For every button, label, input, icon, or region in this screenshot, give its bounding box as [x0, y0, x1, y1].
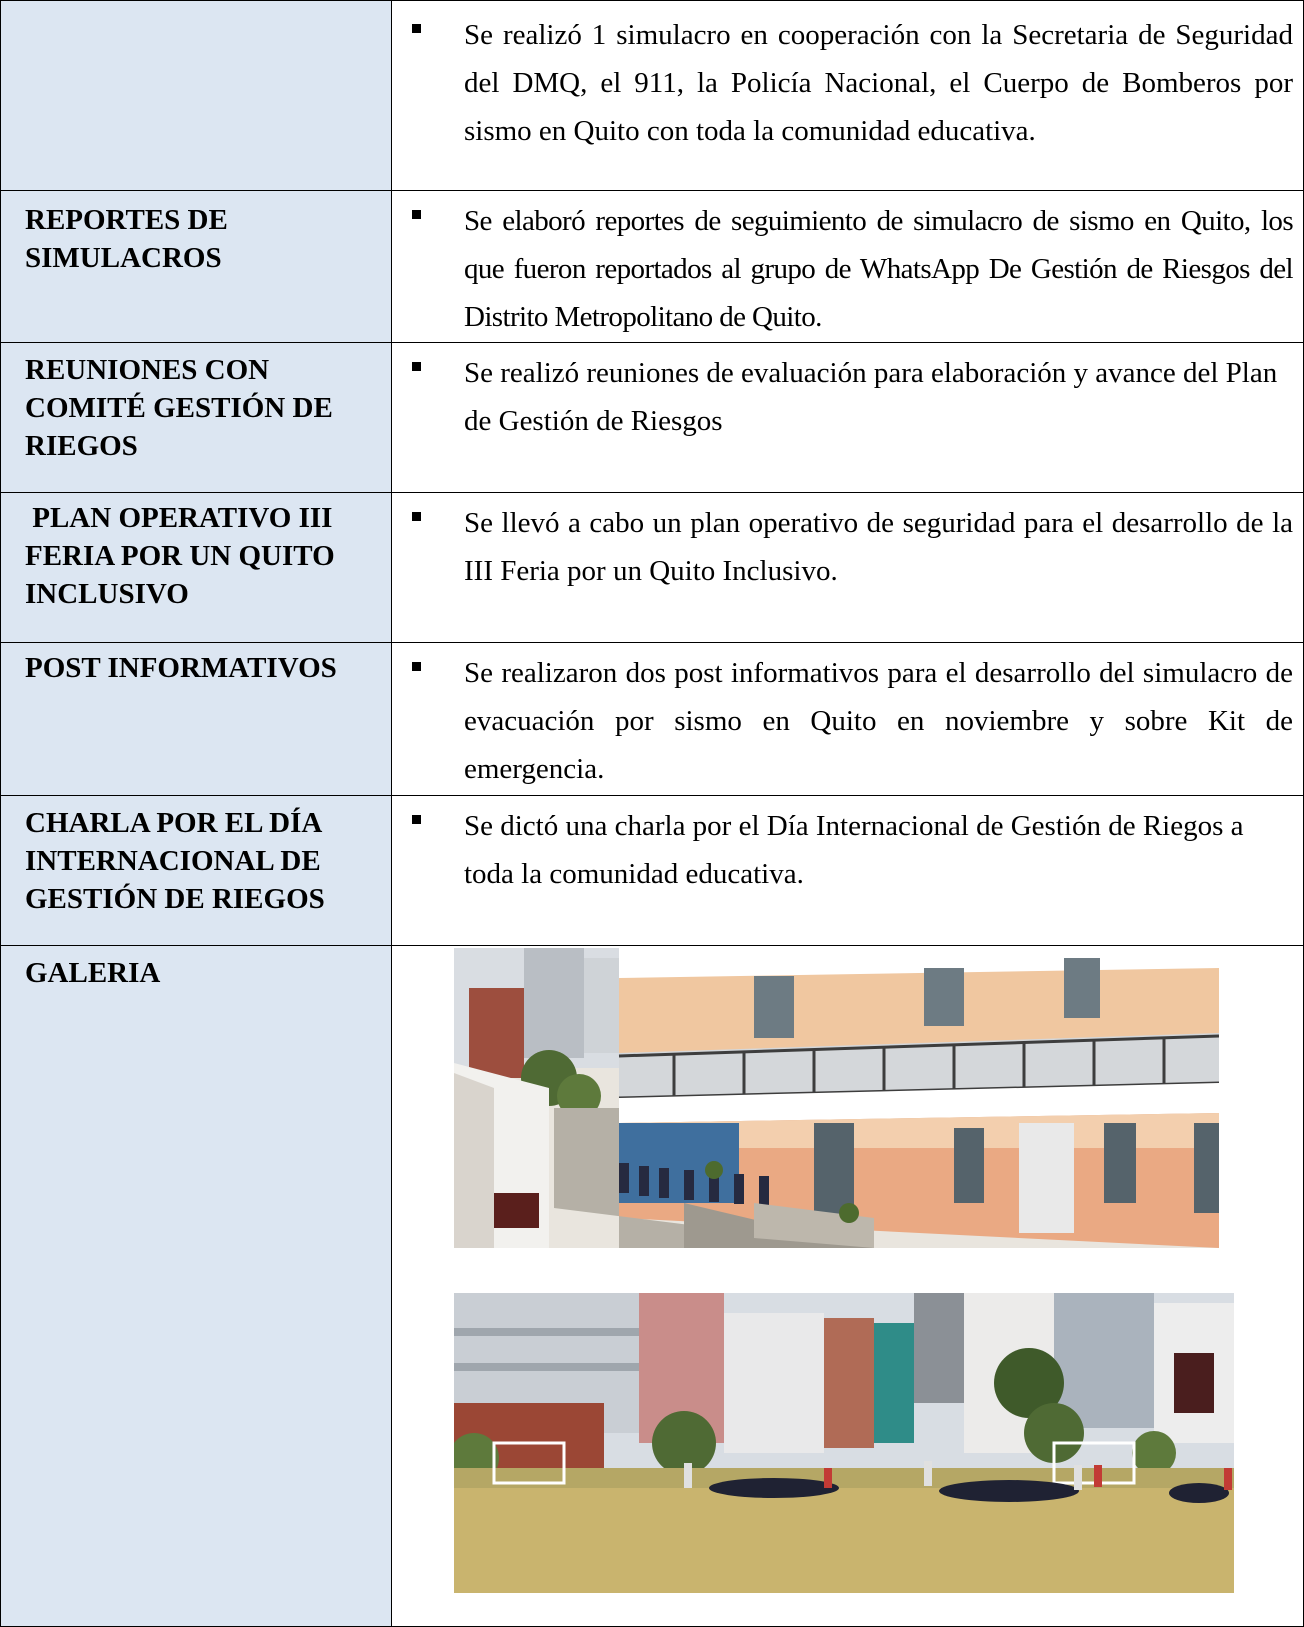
table-row — [1, 191, 1304, 343]
gallery-label: GALERIA — [25, 957, 161, 989]
row-text: Se dictó una charla por el Día Internacional de Gestión de Riegos a toda la comunidad educativa. — [464, 810, 1244, 890]
row-label: POST INFORMATIVOS — [25, 652, 337, 684]
table-row — [1, 796, 1304, 946]
row-content-cell — [392, 643, 1304, 796]
row-label: REUNIONES CON COMITÉ GESTIÓN DE RIEGOS — [25, 354, 333, 462]
gallery-photo-field — [454, 1293, 1234, 1593]
bullet-square-icon — [412, 649, 446, 687]
row-label-cell — [1, 493, 392, 643]
row-content-cell — [392, 1, 1304, 191]
gallery-photo-building — [454, 948, 1219, 1248]
bullet-square-icon — [412, 802, 446, 840]
table-row — [1, 493, 1304, 643]
row-text: Se realizó reuniones de evaluación para elaboración y avance del Plan de Gestión de Riesgos — [464, 357, 1278, 437]
row-label — [1, 1, 391, 7]
row-text: Se elaboró reportes de seguimiento de simulacro de sismo en Quito, los que fueron reportados al grupo de WhatsApp De Gestión de Riesgos del Distrito Metropolitano de Quito. — [464, 205, 1293, 333]
row-text: Se realizaron dos post informativos para el desarrollo del simulacro de evacuación por sismo en Quito en noviembre y sobre Kit de emergencia. — [464, 657, 1293, 785]
row-label-cell — [1, 946, 392, 1627]
row-label: PLAN OPERATIVO III FERIA POR UN QUITO INCLUSIVO — [25, 502, 342, 610]
table-row — [1, 343, 1304, 493]
row-content-cell — [392, 493, 1304, 643]
bullet-square-icon — [412, 349, 446, 387]
table-row — [1, 643, 1304, 796]
row-label: REPORTES DE SIMULACROS — [25, 204, 228, 274]
row-content-cell — [392, 343, 1304, 493]
table-row — [1, 1, 1304, 191]
row-label-cell — [1, 191, 392, 343]
row-label-cell — [1, 1, 392, 191]
gallery-cell — [392, 946, 1304, 1627]
row-label-cell — [1, 796, 392, 946]
table-row-gallery — [1, 946, 1304, 1627]
row-label-cell — [1, 643, 392, 796]
row-content-cell — [392, 191, 1304, 343]
row-text: Se realizó 1 simulacro en cooperación con la Secretaria de Seguridad del DMQ, el 911, la Policía Nacional, el Cuerpo de Bomberos por sismo en Quito con toda la comunidad educativa. — [464, 19, 1293, 147]
bullet-square-icon — [412, 197, 446, 235]
bullet-square-icon — [412, 499, 446, 537]
row-content-cell — [392, 796, 1304, 946]
bullet-square-icon — [412, 11, 446, 49]
row-label-cell — [1, 343, 392, 493]
row-label: CHARLA POR EL DÍA INTERNACIONAL DE GESTIÓN DE RIEGOS — [25, 807, 325, 915]
row-text: Se llevó a cabo un plan operativo de seguridad para el desarrollo de la III Feria por un Quito Inclusivo. — [464, 507, 1293, 587]
